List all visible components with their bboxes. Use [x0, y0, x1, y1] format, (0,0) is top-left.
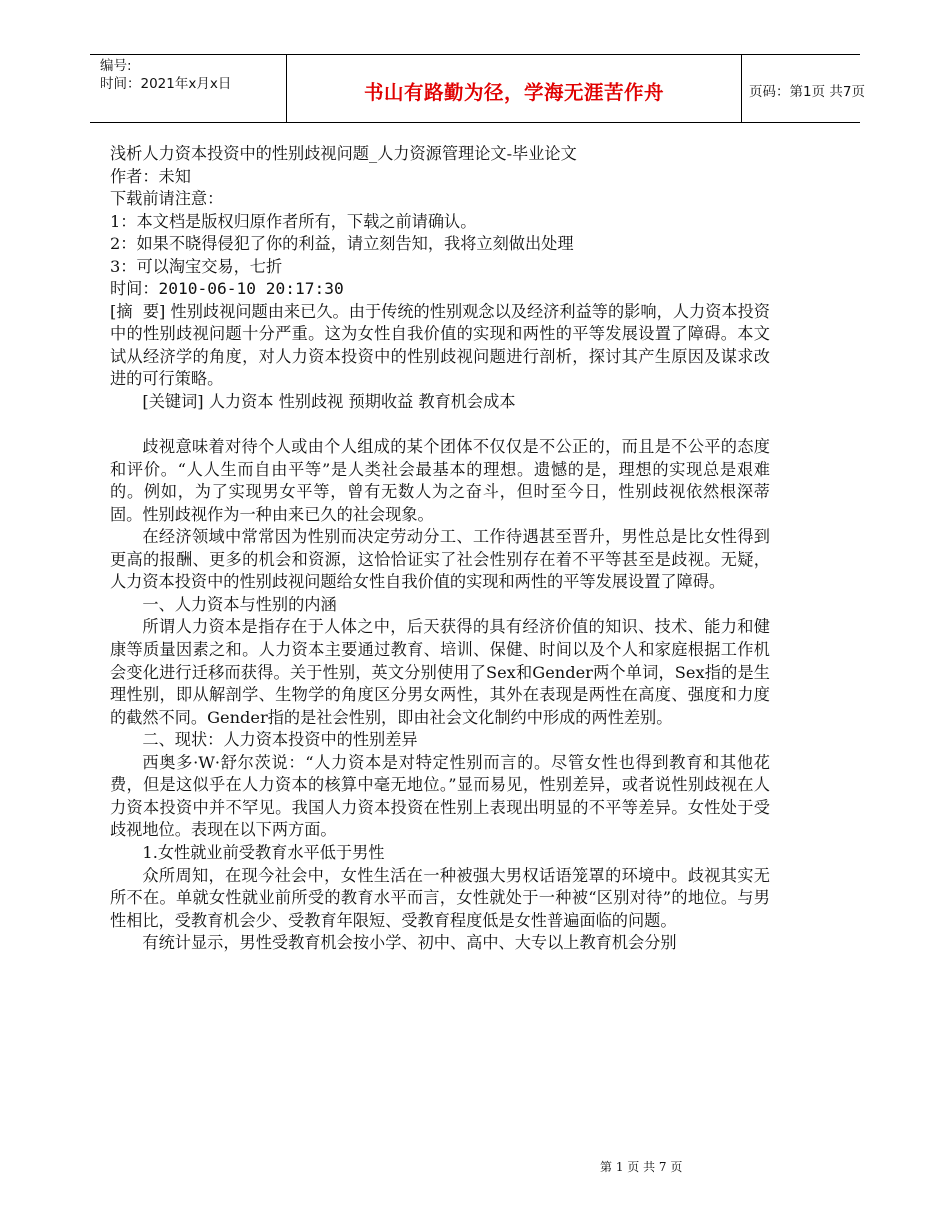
- download-notice: 下载前请注意：: [110, 189, 224, 209]
- abstract: [摘 要] 性别歧视问题由来已久。由于传统的性别观念以及经济利益等的影响，人力资本投资中的性别歧视问题十分严重。这为女性自我价值的实现和两性的平等发展设置了障碍。本文试从经济学的角度，对人力资本投资中的性别歧视问题进行剖析，探讨其产生原因及谋求改进的可行策略。: [110, 301, 770, 389]
- body-paragraph: 西奥多·W·舒尔茨说：“人力资本是对特定性别而言的。尽管女性也得到教育和其他花费，但是这似乎在人力资本的核算中毫无地位。”显而易见，性别差异，或者说性别歧视在人力资本投资中并不罕见。我国人力资本投资在性别上表现出明显的不平等差异。女性处于受歧视地位。表现在以下两方面。: [110, 752, 770, 840]
- body-paragraph: 众所周知，在现今社会中，女性生活在一种被强大男权话语笼罩的环境中。歧视其实无所不在。单就女性就业前所受的教育水平而言，女性就处于一种被“区别对待”的地位。与男性相比，受教育机会少、受教育年限短、受教育程度低是女性普遍面临的问题。: [110, 865, 770, 930]
- blank-line: [110, 414, 770, 437]
- article-author: 作者：未知: [110, 166, 191, 186]
- subsection-heading: 1.女性就业前受教育水平低于男性: [142, 842, 385, 862]
- publish-time: 时间：2010-06-10 20:17:30: [110, 279, 344, 299]
- header-page-cell: [740, 55, 865, 122]
- section-heading: 二、现状：人力资本投资中的性别差异: [142, 730, 418, 750]
- time-label: 时间：2021年x月x日: [100, 76, 232, 92]
- header-motto: 书山有路勤为径，学海无涯苦作舟: [363, 81, 664, 104]
- body-paragraph: 歧视意味着对待个人或由个人组成的某个团体不仅仅是不公正的，而且是不公平的态度和评价。“人人生而自由平等”是人类社会最基本的理想。遗憾的是，理想的实现总是艰难的。例如，为了实现男女平等，曾有无数人为之奋斗，但时至今日，性别歧视依然根深蒂固。性别歧视作为一种由来已久的社会现象。: [110, 437, 770, 524]
- section-heading: 一、人力资本与性别的内涵: [142, 594, 337, 614]
- body-paragraph: 有统计显示，男性受教育机会按小学、初中、高中、大专以上教育机会分别: [142, 933, 677, 953]
- body-paragraph: 所谓人力资本是指存在于人体之中，后天获得的具有经济价值的知识、技术、能力和健康等质量因素之和。人力资本主要通过教育、培训、保健、时间以及个人和家庭根据工作机会变化进行迁移而获得。关于性别，英文分别使用了Sex和Gender两个单词，Sex指的是生理性别，即从解剖学、生物学的角度区分男女两性，其外在表现是两性在高度、强度和力度的截然不同。Gender指的是社会性别，即由社会文化制约中形成的两性差别。: [110, 617, 770, 727]
- header-page-number: 页码：第1页 共7页: [749, 84, 865, 100]
- notice-item: 2：如果不晓得侵犯了你的利益，请立刻告知，我将立刻做出处理: [110, 234, 574, 254]
- header-table: [90, 54, 865, 123]
- document-body: [110, 143, 770, 955]
- keywords: [关键词] 人力资本 性别歧视 预期收益 教育机会成本: [142, 392, 516, 412]
- notice-item: 1：本文档是版权归原作者所有，下载之前请确认。: [110, 211, 477, 231]
- body-paragraph: 在经济领域中常常因为性别而决定劳动分工、工作待遇甚至晋升，男性总是比女性得到更高的报酬、更多的机会和资源，这恰恰证实了社会性别存在着不平等甚至是歧视。无疑，人力资本投资中的性别歧视问题给女性自我价值的实现和两性的平等发展设置了障碍。: [110, 527, 770, 592]
- number-label: 编号:: [100, 58, 132, 74]
- article-title: 浅析人力资本投资中的性别歧视问题_人力资源管理论文-毕业论文: [110, 144, 577, 163]
- notice-item: 3：可以淘宝交易，七折: [110, 256, 283, 276]
- footer-page-number: 第 1 页 共 7 页: [600, 1160, 683, 1174]
- header-motto-cell: [286, 55, 742, 122]
- header-meta-cell: [90, 55, 286, 122]
